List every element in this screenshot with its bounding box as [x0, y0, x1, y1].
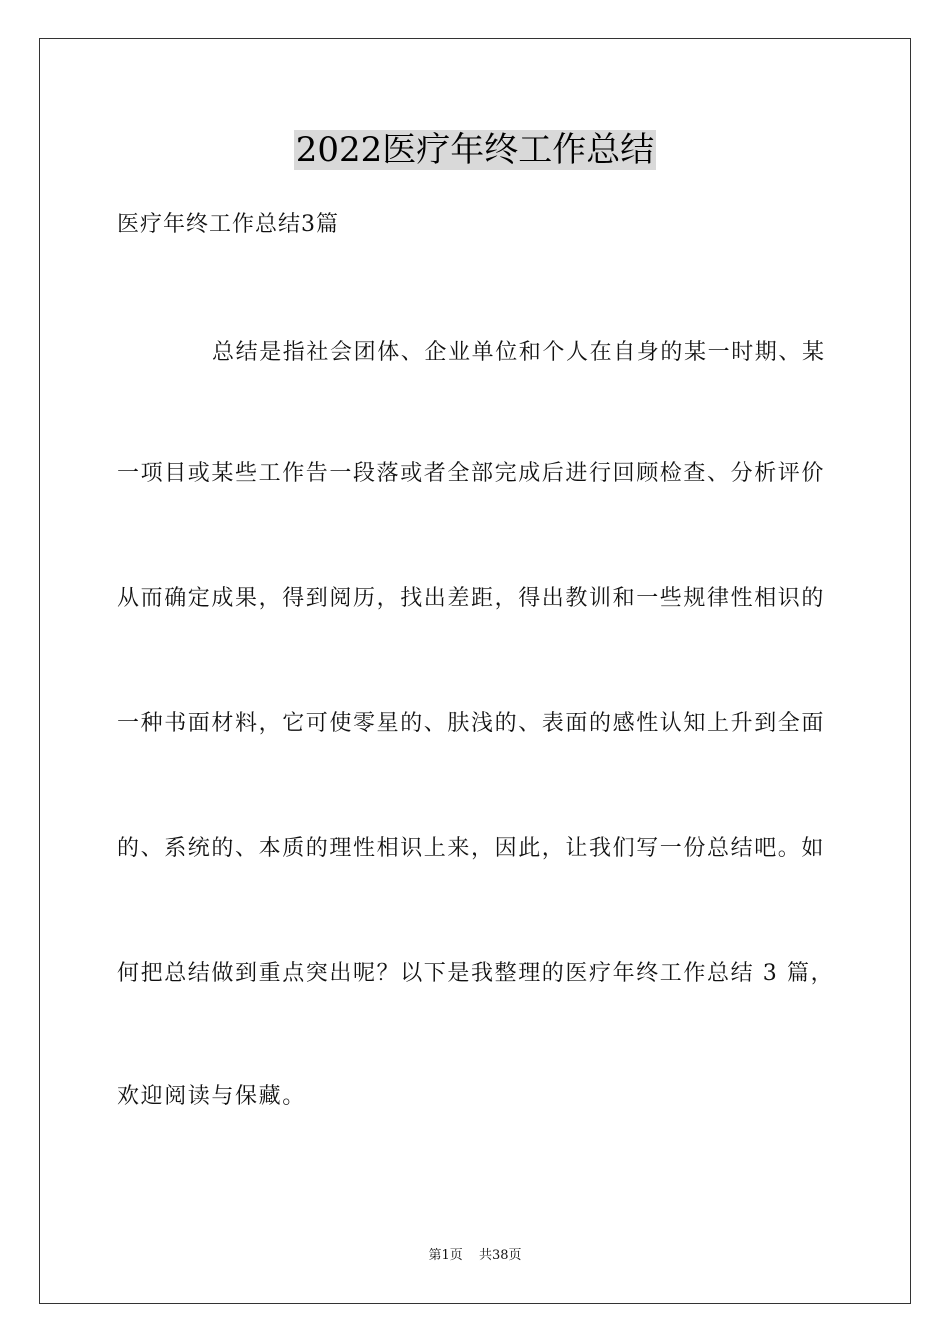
document-title-wrapper [0, 128, 950, 172]
paragraph-line: 一种书面材料，它可使零星的、肤浅的、表面的感性认知上升到全面 [117, 711, 826, 736]
paragraph-line: 一项目或某些工作告一段落或者全部完成后进行回顾检查、分析评价 [117, 461, 826, 486]
page-number-total: 共38页 [478, 1248, 522, 1263]
paragraph-line: 欢迎阅读与保藏。 [117, 1084, 306, 1109]
paragraph-line: 从而确定成果，得到阅历，找出差距，得出教训和一些规律性相识的 [117, 586, 826, 611]
paragraph-line: 的、系统的、本质的理性相识上来，因此，让我们写一份总结吧。如 [117, 836, 826, 861]
paragraph-line: 何把总结做到重点突出呢？以下是我整理的医疗年终工作总结 3 篇， [117, 961, 835, 986]
document-title: 2022医疗年终工作总结 [295, 130, 655, 170]
paragraph-line: 总结是指社会团体、企业单位和个人在自身的某一时期、某 [212, 340, 826, 365]
document-subtitle: 医疗年终工作总结3篇 [117, 212, 339, 237]
page-number-current: 第1页 [428, 1248, 463, 1263]
page-footer [0, 1247, 950, 1265]
